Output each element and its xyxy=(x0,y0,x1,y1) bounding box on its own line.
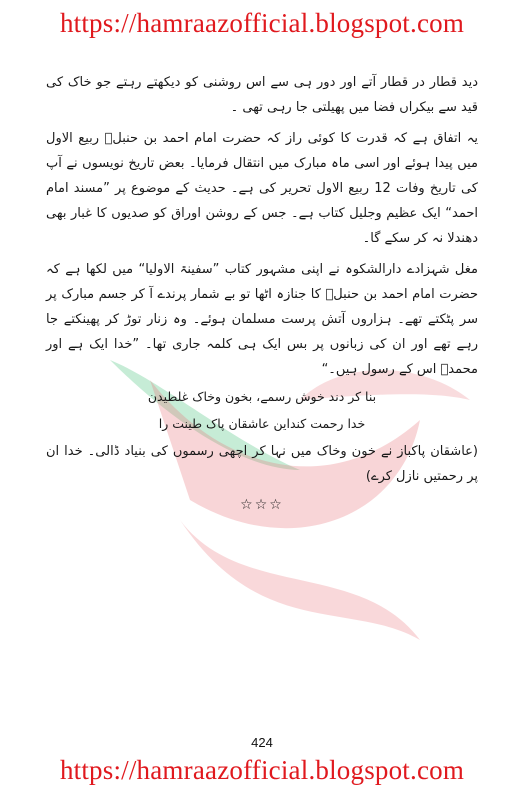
closing-paragraph: (عاشقان پاکباز نے خون وخاک میں نہا کر اچھی رسموں کی بنیاد ڈالی۔ خدا ان پر رحمتیں نازل کرے) xyxy=(46,444,478,484)
paragraph-2: یہ اتفاق ہے کہ قدرت کا کوئی راز کہ حضرت امام احمد بن حنبلؒ ربیع الاول میں پیدا ہوئے اور اسی ماہ مبارک میں انتقال فرمایا۔ بعض تاریخ نویسوں نے آپ کی تاریخ وفات 12 ربیع الاول تحریر کی ہے۔ حدیث کے موضوع پر ”مسند امام احمد“ ایک عظیم وجلیل کتاب ہے۔ جس کے روشن اوراق کو صدیوں کا غبار بھی دھندلا نہ کر سکے گا۔ xyxy=(46,131,478,246)
watermark-red-curve xyxy=(180,520,420,640)
paragraph-1: دید قطار در قطار آتے اور دور ہی سے اس روشنی کو دیکھتے رہتے جو خاک کی قید سے بیکراں فضا میں پھیلتی جا رہی تھی ۔ xyxy=(46,75,478,115)
paragraph-3: مغل شہزادے دارالشکوہ نے اپنی مشہور کتاب ”سفینۃ الاولیا“ میں لکھا ہے کہ حضرت امام احمد بن حنبلؒ کا جنازہ اٹھا تو بے شمار پرندے آ کر جسم مبارک پر سر پٹکتے تھے۔ ہزاروں آتش پرست مسلمان ہوئے۔ وہ زنار توڑ کر پھینکتے جا رہے تھے اور ان کی زبانوں پر بس ایک ہی کلمہ جاری تھا۔ ”خدا ایک ہے اور محمدؐ اس کے رسول ہیں۔“ xyxy=(46,262,478,377)
page-body xyxy=(46,70,478,518)
page-number: 424 xyxy=(251,735,273,750)
section-stars: ☆☆☆ xyxy=(240,497,284,513)
header-url[interactable]: https://hamraazofficial.blogspot.com xyxy=(59,8,465,38)
footer-url[interactable]: https://hamraazofficial.blogspot.com xyxy=(59,755,465,785)
poem-line-2: خدا رحمت کنداین عاشقان پاک طینت را xyxy=(158,416,366,431)
poem-line-1: بنا کر دند خوش رسمے، بخون وخاک غلطیدن xyxy=(147,389,377,404)
